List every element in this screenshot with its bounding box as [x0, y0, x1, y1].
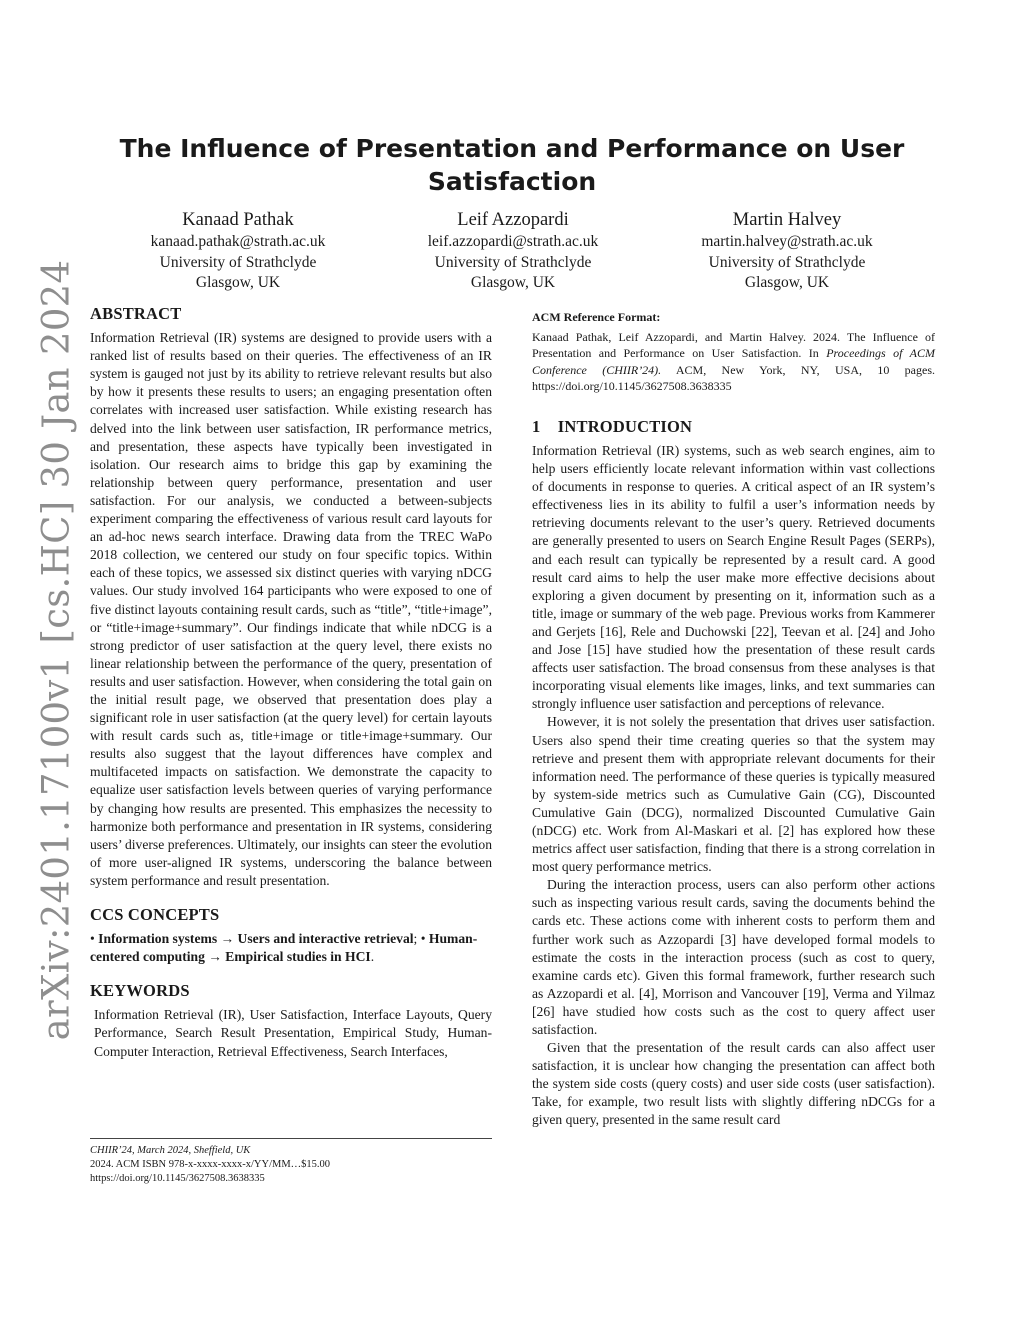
introduction-body	[532, 442, 935, 1130]
acm-reference-proceedings: Proceedings of ACM Conference (CHIIR’24).	[532, 346, 936, 377]
ccs-concepts	[90, 930, 492, 966]
footnote-isbn: 2024. ACM ISBN 978-x-xxxx-xxxx-x/YY/MM…$15.00	[90, 1159, 331, 1170]
acm-reference-tail: ACM, New York, NY, USA, 10 pages. https://doi.org/10.1145/3627508.3638335	[532, 362, 935, 393]
keywords-heading: KEYWORDS	[90, 981, 190, 1001]
ccs-bullet: •	[90, 931, 95, 947]
footnote	[90, 1144, 492, 1186]
intro-paragraph-4: Given that the presentation of the result cards can also affect user satisfaction, it is unclear how changing the presentation can affect both the system side costs (query costs) and user side costs (user satisfaction). Take, for example, two result lists with slightly differing nDCGs for a given query, presented in the same result card	[532, 1040, 935, 1128]
ccs-heading: CCS CONCEPTS	[90, 905, 220, 924]
right-column	[532, 308, 935, 1130]
acm-reference-text	[532, 329, 935, 394]
left-column	[90, 305, 492, 1061]
ccs-item-1: Information systems → Users and interactive retrieval	[98, 931, 414, 947]
arxiv-identifier: arXiv:2401.17100v1 [cs.HC] 30 Jan 2024	[34, 259, 78, 1041]
keywords-text: Information Retrieval (IR), User Satisfaction, Interface Layouts, Query Performance, Search Result Presentation, Empirical Study, Human-Computer Interaction, Retrieval Effectiveness, Search Interfaces,	[94, 1007, 492, 1059]
author-email: leif.azzopardi@strath.ac.uk	[427, 233, 599, 250]
abstract-text: Information Retrieval (IR) systems are designed to provide users with a ranked list of results based on their queries. The effectiveness of an IR system is gauged not just by its ability to retrieve relevant results but also by how it presents these results to users; an engaging presentation often correlates with increased user satisfaction. While existing research has delved into the link between user satisfaction, IR performance metrics, and presentation, these aspects have typically been investigated in isolation. Our research aims to bridge this gap by examining the relationship between query performance, presentation and user satisfaction. For our analysis, we conducted a between-subjects experiment comparing the effectiveness of various result card layouts for an ad-hoc news search interface. Drawing data from the TREC WaPo 2018 collection, we centered our study on four specific topics. Within each of these topics, we assessed six distinct queries with varying nDCG values. Our study involved 164 participants who were exposed to one of five distinct layouts containing result cards, such as “title”, “title+image”, or “title+image+summary”. Our findings indicate that while nDCG is a strong predictor of user satisfaction at the query level, there exists no linear relationship between the performance of the query, presentation of results and user satisfaction. However, when considering the total gain on the initial result page, we observed that presentation does play a significant role in user satisfaction (at the query level) for certain layouts with result cards such as, title+image or title+image+summary. Our results also suggest that the layout differences have complex and multifaceted impacts on satisfaction. We demonstrate the capacity to equalize user satisfaction levels between queries of varying performance by changing how results are presented. This emphasizes the necessity to harmonize both performance and presentation in IR systems, considering users’ diverse preferences. Ultimately, our insights can steer the evolution of more user-aligned IR systems, underscoring the balance between system performance and result presentation.	[90, 330, 492, 888]
ccs-bullet: •	[420, 931, 426, 947]
introduction-heading: 1 INTRODUCTION	[532, 416, 693, 436]
intro-paragraph-3: During the interaction process, users can also perform other actions such as inspecting various result cards, saving the documents behind the cards etc. These actions come with inherent costs to perform them and further work such as Azzopardi [3] have developed formal models to estimate the costs in the interaction process (such as cost to query, examine cards etc). Given this formal framework, further research such as Azzopardi et al. [4], Morrison and Vancouver [19], Verma and Yilmaz [26] have studied how costs such as the cost to query affect user satisfaction.	[532, 877, 935, 1037]
abstract-heading: ABSTRACT	[90, 304, 182, 323]
author-block-2	[368, 208, 658, 294]
paper-title: The Influence of Presentation and Performance on User Satisfaction	[119, 134, 905, 196]
author-location: Glasgow, UK	[195, 274, 281, 291]
footnote-divider	[90, 1138, 492, 1139]
author-location: Glasgow, UK	[470, 274, 556, 291]
acm-reference-before: Kanaad Pathak, Leif Azzopardi, and Martin Halvey. 2024. The Influence of Presentation and Performance on User Satisfaction. In	[532, 330, 935, 361]
author-affiliation: University of Strathclyde	[434, 253, 592, 271]
author-location: Glasgow, UK	[744, 274, 830, 291]
author-block-3	[642, 208, 932, 294]
author-block-1	[93, 208, 383, 294]
ccs-item-2: Human-centered computing → Empirical studies in HCI	[90, 931, 478, 965]
author-affiliation: University of Strathclyde	[159, 253, 317, 271]
author-email: kanaad.pathak@strath.ac.uk	[150, 233, 326, 250]
acm-reference-heading: ACM Reference Format:	[532, 310, 661, 324]
author-email: martin.halvey@strath.ac.uk	[701, 233, 873, 250]
ccs-separator: ;	[413, 931, 418, 947]
author-name: Leif Azzopardi	[457, 210, 569, 230]
ccs-end: .	[370, 949, 375, 965]
intro-paragraph-1: Information Retrieval (IR) systems, such as web search engines, aim to help users efficiently locate relevant information within vast collections of documents in response to queries. A critical aspect of an IR system’s effectiveness lies in its ability to fulfil a user’s information needs by retrieving documents relevant to the user’s query. Retrieved documents are generally presented to users on Search Engine Result Pages (SERPs), and each result can typically be represented by a result card. A good result card aims to help the user make more effective decisions about exploring a given document by presenting on it, information such as a title, image or summary of the web page. Previous works from Kammerer and Gerjets [16], Rele and Duchowski [22], Teevan et al. [24] and Joho and Jose [15] have studied how the presentation of these result cards affects user satisfaction. The broad consensus from these analyses is that incorporating visual elements like images, links, and text summaries can strongly influence user satisfaction and perceptions of relevance.	[532, 443, 935, 712]
author-name: Martin Halvey	[732, 210, 842, 230]
author-affiliation: University of Strathclyde	[708, 253, 866, 271]
author-name: Kanaad Pathak	[182, 210, 294, 230]
intro-paragraph-2: However, it is not solely the presentation that drives user satisfaction. Users also spend their time creating queries so that the system may retrieve and present them with appropriate relevant documents for their information need. The performance of these queries is typically measured by system-side metrics such as Cumulative Gain (CG), Discounted Cumulative Gain (DCG), normalized Discounted Cumulative Gain (nDCG) etc. Work from Al-Maskari et al. [2] has explored how these metrics affect user satisfaction, finding that there is a strong correlation in most query performance metrics.	[532, 714, 935, 875]
footnote-venue: CHIIR’24, March 2024, Sheffield, UK	[90, 1145, 251, 1156]
footnote-doi[interactable]: https://doi.org/10.1145/3627508.3638335	[90, 1173, 265, 1184]
